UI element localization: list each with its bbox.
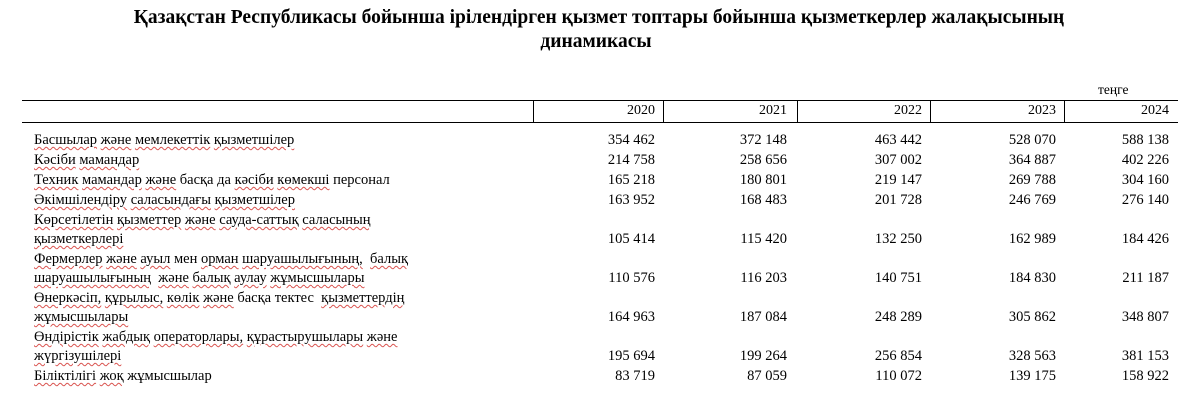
row-value: 199 264 <box>739 348 787 364</box>
row-label-line: Әкімшілендіру саласындағы қызметшілер <box>34 192 295 208</box>
row-value: 276 140 <box>1121 192 1169 208</box>
row-label-line: қызметкерлері <box>34 231 124 247</box>
row-value: 164 963 <box>607 309 655 325</box>
column-divider <box>533 101 534 122</box>
row-value: 201 728 <box>874 192 922 208</box>
row-value: 187 084 <box>739 309 787 325</box>
row-value: 162 989 <box>1008 231 1056 247</box>
row-label <box>34 131 504 150</box>
row-value: 132 250 <box>874 231 922 247</box>
row-value: 402 226 <box>1121 152 1169 168</box>
row-label-line: Басшылар және мемлекеттік қызметшілер <box>34 132 295 148</box>
table-title <box>0 6 1188 54</box>
row-label <box>34 211 504 249</box>
row-value: 214 758 <box>607 152 655 168</box>
row-value: 116 203 <box>740 270 787 286</box>
row-label-line: Фермерлер және ауыл мен орман шаруашылығының, балық <box>34 251 409 267</box>
row-value: 180 801 <box>739 172 787 188</box>
row-value: 381 153 <box>1121 348 1169 364</box>
row-value: 304 160 <box>1121 172 1169 188</box>
row-value: 211 187 <box>1122 270 1169 286</box>
row-value: 110 576 <box>608 270 655 286</box>
row-label-line: Өнеркәсіп, құрылыс, көлік және басқа тектес қызметтердің <box>34 290 405 306</box>
row-label-line: Кәсіби мамандар <box>34 152 140 168</box>
row-label-line: жүргізушілері <box>34 348 122 364</box>
row-value: 115 420 <box>740 231 787 247</box>
row-value: 328 563 <box>1008 348 1056 364</box>
row-label <box>34 171 504 190</box>
row-value: 528 070 <box>1008 132 1056 148</box>
year-header: 2024 <box>1141 103 1169 118</box>
year-header: 2022 <box>894 103 922 118</box>
row-value: 305 862 <box>1008 309 1056 325</box>
row-label-line: Техник мамандар және басқа да кәсіби көмекші персонал <box>34 172 390 188</box>
row-value: 184 830 <box>1008 270 1056 286</box>
row-value: 246 769 <box>1008 192 1056 208</box>
row-value: 256 854 <box>874 348 922 364</box>
row-value: 248 289 <box>874 309 922 325</box>
row-value: 195 694 <box>607 348 655 364</box>
year-header: 2021 <box>759 103 787 118</box>
row-label-line: Өндірістік жабдық операторлары, құрастырушылары және <box>34 329 398 345</box>
row-value: 163 952 <box>607 192 655 208</box>
row-value: 110 072 <box>875 368 922 384</box>
row-label <box>34 151 504 170</box>
row-value: 83 719 <box>615 368 655 384</box>
year-header: 2023 <box>1028 103 1056 118</box>
row-value: 307 002 <box>874 152 922 168</box>
row-value: 140 751 <box>874 270 922 286</box>
row-label-line: Біліктілігі жоқ жұмысшылар <box>34 368 212 384</box>
row-value: 184 426 <box>1121 231 1169 247</box>
header-top-rule <box>22 100 1178 101</box>
row-value: 139 175 <box>1008 368 1056 384</box>
row-value: 348 807 <box>1121 309 1169 325</box>
column-divider <box>797 101 798 122</box>
year-header: 2020 <box>627 103 655 118</box>
row-value: 168 483 <box>739 192 787 208</box>
column-divider <box>663 101 664 122</box>
header-bottom-rule <box>22 122 1178 123</box>
row-label-line: жұмысшылары <box>34 309 129 325</box>
row-value: 219 147 <box>874 172 922 188</box>
row-label <box>34 328 504 366</box>
row-label <box>34 191 504 210</box>
title-line-2: динамикасы <box>540 31 652 52</box>
row-value: 463 442 <box>874 132 922 148</box>
row-label-line: шаруашылығының және балық аулау жұмысшылары <box>34 270 365 286</box>
title-line-1: Қазақстан Республикасы бойынша ірілендірген қызмет топтары бойынша қызметкерлер жалақысының <box>133 7 1065 28</box>
row-label <box>34 289 504 327</box>
row-value: 158 922 <box>1121 368 1169 384</box>
row-value: 105 414 <box>607 231 655 247</box>
row-value: 165 218 <box>607 172 655 188</box>
row-value: 588 138 <box>1121 132 1169 148</box>
column-divider <box>1064 101 1065 122</box>
column-divider <box>930 101 931 122</box>
row-value: 364 887 <box>1008 152 1056 168</box>
unit-label: теңге <box>1098 82 1129 97</box>
row-value: 269 788 <box>1008 172 1056 188</box>
row-label <box>34 367 504 386</box>
row-value: 372 148 <box>739 132 787 148</box>
row-value: 258 656 <box>739 152 787 168</box>
row-label <box>34 250 504 288</box>
row-value: 354 462 <box>607 132 655 148</box>
row-value: 87 059 <box>747 368 787 384</box>
row-label-line: Көрсетілетін қызметтер және сауда-саттық саласының <box>34 212 371 228</box>
